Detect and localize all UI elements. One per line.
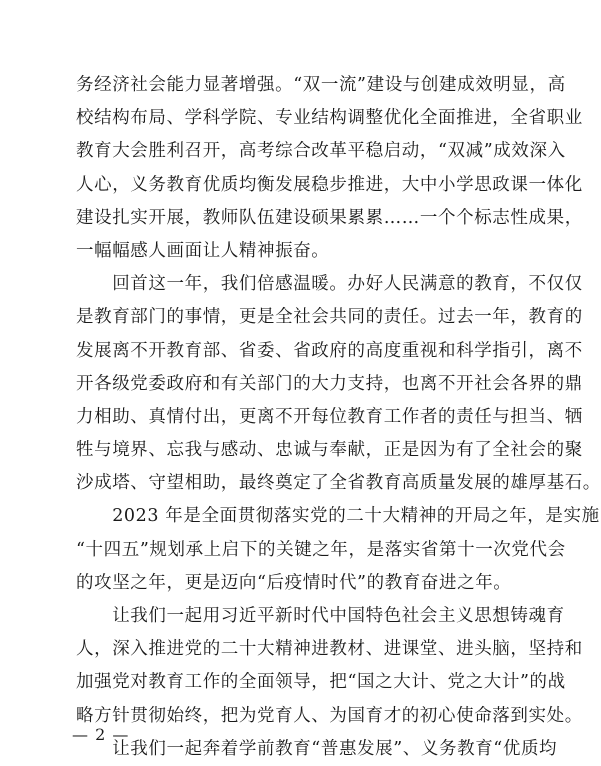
text-line: 教育大会胜利召开，高考综合改革平稳启动，“双减”成效深入 <box>76 141 566 162</box>
text-line: 回首这一年，我们倍感温暖。办好人民满意的教育，不仅仅 <box>76 274 583 295</box>
text-line: 沙成塔、守望相助，最终奠定了全省教育高质量发展的雄厚基石。 <box>76 473 601 494</box>
text-line: 牲与境界、忘我与感动、忠诚与奉献，正是因为有了全社会的聚 <box>76 440 583 461</box>
text-line: 略方针贯彻始终，把为党育人、为国育才的初心使命落到实处。 <box>76 705 583 726</box>
text-line: 人心，义务教育优质均衡发展稳步推进，大中小学思政课一体化 <box>76 174 583 195</box>
text-line: 力相助、真情付出，更离不开每位教育工作者的责任与担当、牺 <box>76 406 583 427</box>
text-line: “十四五”规划承上启下的关键之年，是落实省第十一次党代会 <box>76 539 566 560</box>
text-line: 的攻坚之年，更是迈向“后疫情时代”的教育奋进之年。 <box>76 572 512 593</box>
text-line: 人，深入推进党的二十大精神进教材、进课堂、进头脑，坚持和 <box>76 639 583 660</box>
text-line: 发展离不开教育部、省委、省政府的高度重视和科学指引，离不 <box>76 340 583 361</box>
page-number: — 2 — <box>72 725 130 744</box>
text-line: 让我们一起奔着学前教育“普惠发展”、义务教育“优质均 <box>76 738 558 759</box>
text-line: 开各级党委政府和有关部门的大力支持，也离不开社会各界的鼎 <box>76 373 583 394</box>
text-line: 一幅幅感人画面让人精神振奋。 <box>76 240 330 261</box>
document-body <box>76 69 601 766</box>
text-line: 建设扎实开展，教师队伍建设硕果累累……一个个标志性成果， <box>76 207 583 228</box>
text-line: 加强党对教育工作的全面领导，把“国之大计、党之大计”的战 <box>76 672 566 693</box>
text-line: 是教育部门的事情，更是全社会共同的责任。过去一年，教育的 <box>76 307 583 328</box>
text-line: 2023 年是全面贯彻落实党的二十大精神的开局之年，是实施 <box>76 506 600 527</box>
text-line: 校结构布局、学科学院、专业结构调整优化全面推进，全省职业 <box>76 108 583 129</box>
text-line: 务经济社会能力显著增强。“双一流”建设与创建成效明显，高 <box>76 75 566 95</box>
text-line: 让我们一起用习近平新时代中国特色社会主义思想铸魂育 <box>76 606 565 626</box>
